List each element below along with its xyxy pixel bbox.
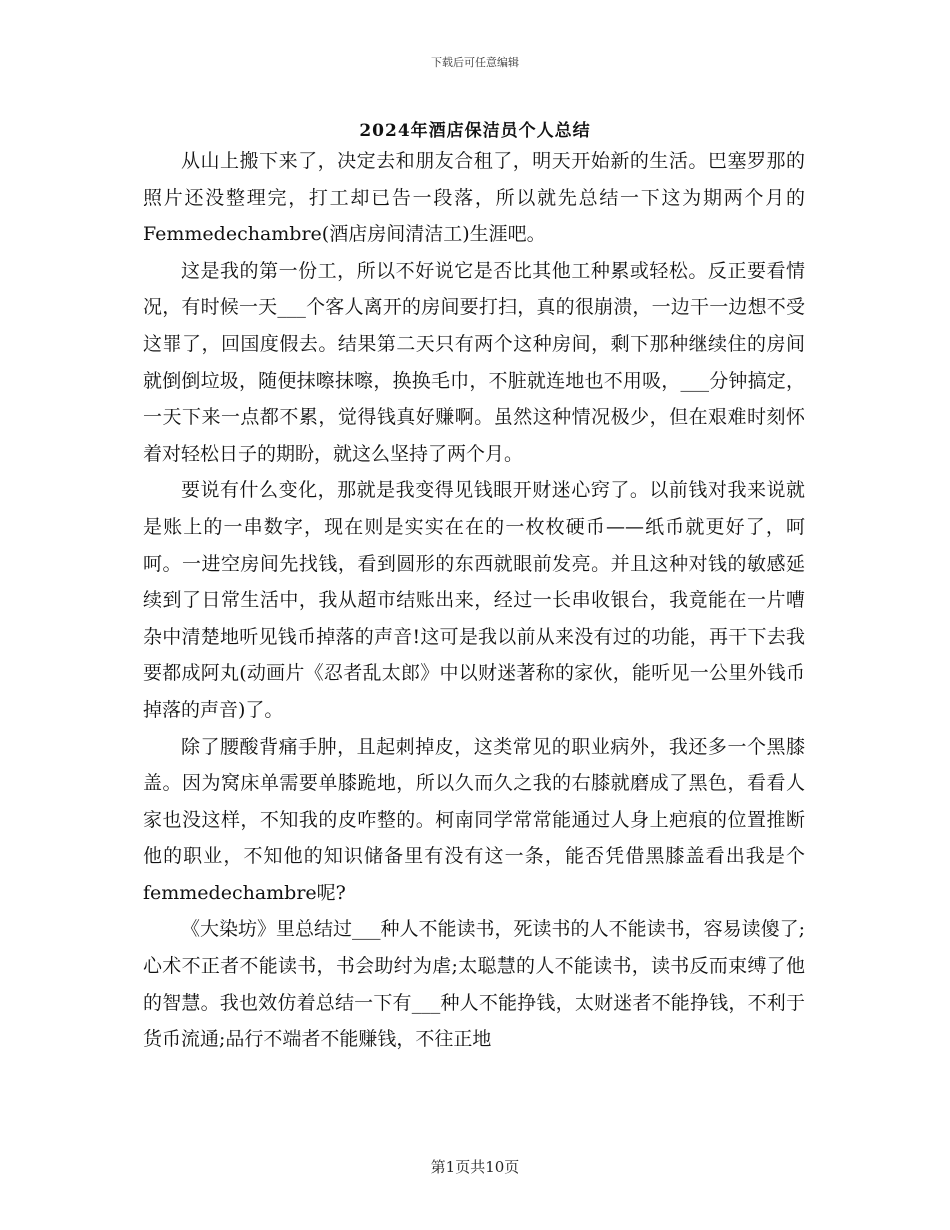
paragraph-4: 除了腰酸背痛手肿，且起刺掉皮，这类常见的职业病外，我还多一个黑膝盖。因为窝床单需要单膝跪地，所以久而久之我的右膝就磨成了黑色，看看人家也没这样，不知我的皮咋整的。柯南同学常常能通过人身上疤痕的位置推断他的职业，不知他的知识储备里有没有这一条，能否凭借黑膝盖看出我是个femmedechambre呢?	[143, 735, 805, 904]
paragraph-1: 从山上搬下来了，决定去和朋友合租了，明天开始新的生活。巴塞罗那的照片还没整理完，打工却已告一段落，所以就先总结一下这为期两个月的Femmedechambre(酒店房间清洁工)生涯吧。	[143, 150, 805, 246]
document-body	[143, 143, 805, 1058]
document-title: 2024年酒店保洁员个人总结	[359, 121, 591, 141]
page-header-note: 下载后可任意编辑	[431, 56, 519, 69]
paragraph-3: 要说有什么变化，那就是我变得见钱眼开财迷心窍了。以前钱对我来说就是账上的一串数字，现在则是实实在在的一枚枚硬币——纸币就更好了，呵呵。一进空房间先找钱，看到圆形的东西就眼前发亮。并且这种对钱的敏感延续到了日常生活中，我从超市结账出来，经过一长串收银台，我竟能在一片嘈杂中清楚地听见钱币掉落的声音!这可是我以前从来没有过的功能，再干下去我要都成阿丸(动画片《忍者乱太郎》中以财迷著称的家伙，能听见一公里外钱币掉落的声音)了。	[143, 479, 805, 721]
page-number-footer: 第1页共10页	[430, 1158, 520, 1176]
paragraph-2: 这是我的第一份工，所以不好说它是否比其他工种累或轻松。反正要看情况，有时候一天___个客人离开的房间要打扫，真的很崩溃，一边干一边想不受这罪了，回国度假去。结果第二天只有两个这种房间，剩下那种继续住的房间就倒倒垃圾，随便抹嚓抹嚓，换换毛巾，不脏就连地也不用吸，___分钟搞定，一天下来一点都不累，觉得钱真好赚啊。虽然这种情况极少，但在艰难时刻怀着对轻松日子的期盼，就这么坚持了两个月。	[143, 259, 805, 465]
paragraph-5: 《大染坊》里总结过___种人不能读书，死读书的人不能读书，容易读傻了;心术不正者不能读书，书会助纣为虐;太聪慧的人不能读书，读书反而束缚了他的智慧。我也效仿着总结一下有___种人不能挣钱，太财迷者不能挣钱，不利于货币流通;品行不端者不能赚钱，不往正地	[143, 918, 805, 1051]
